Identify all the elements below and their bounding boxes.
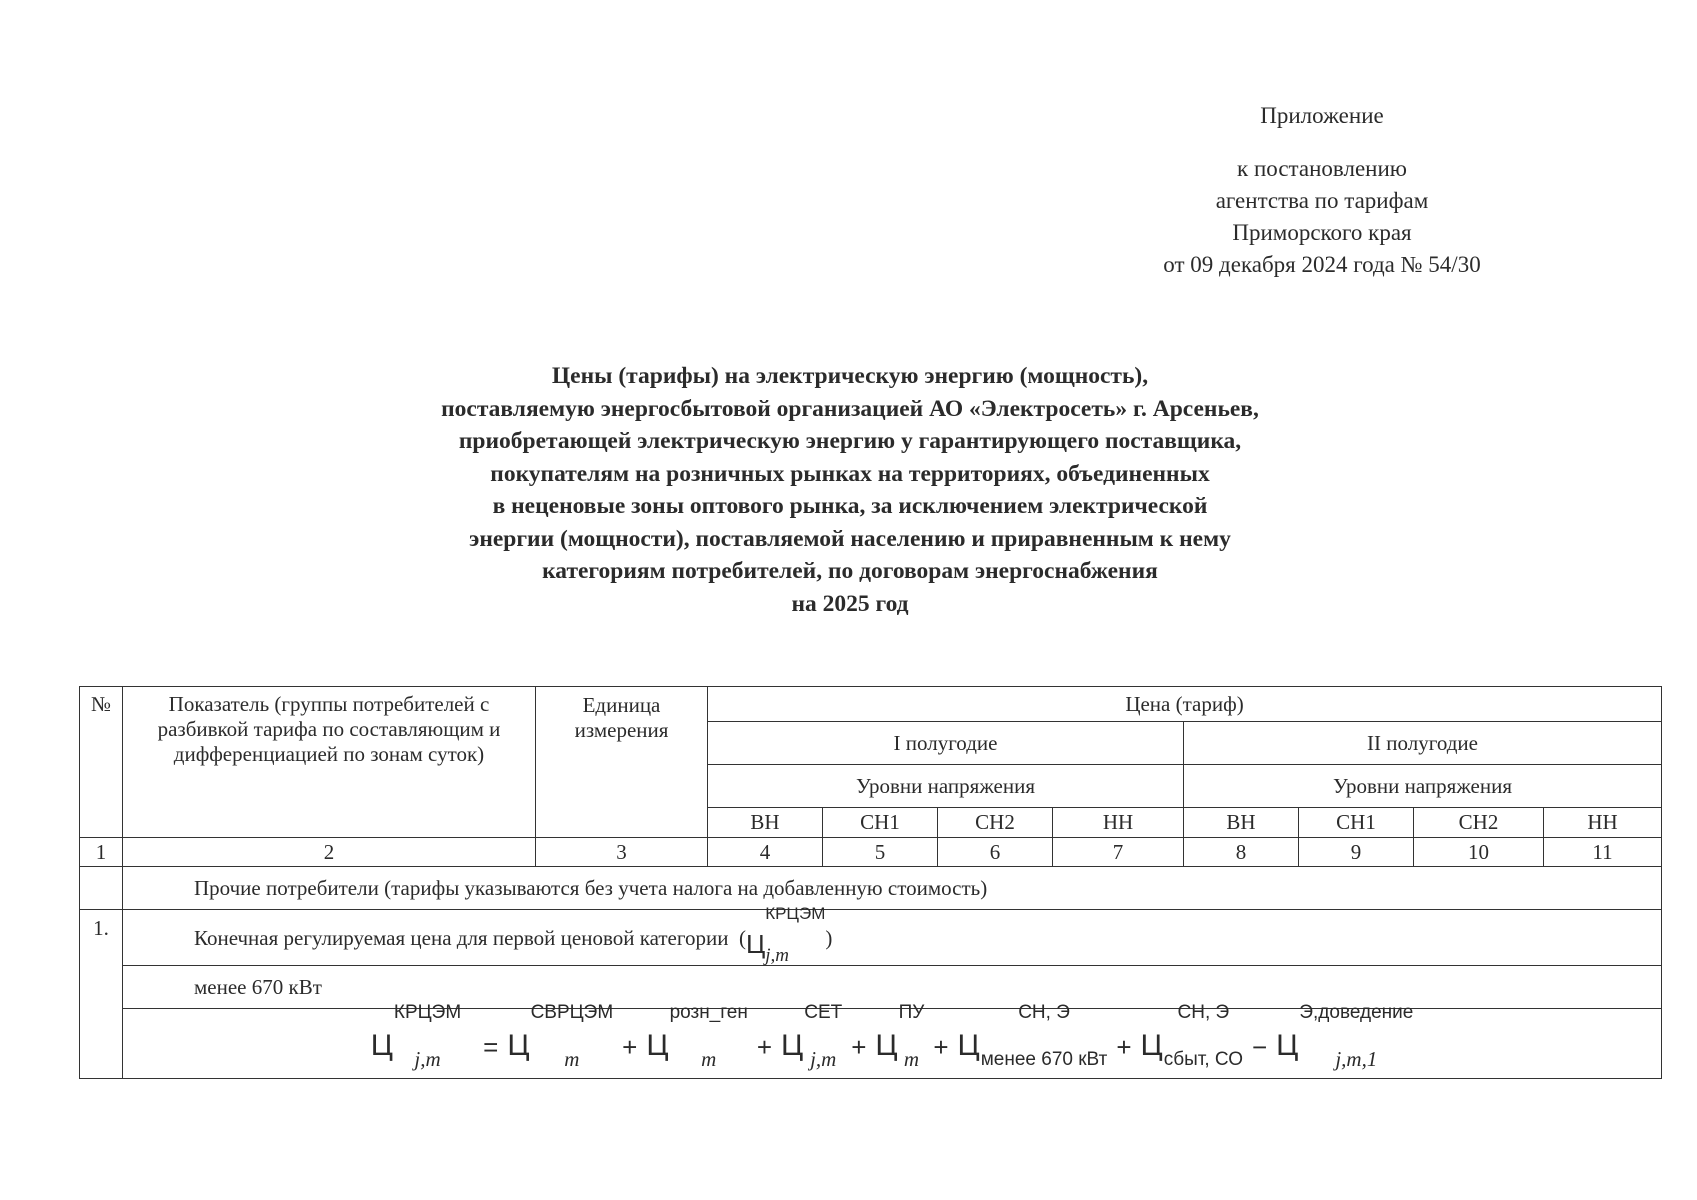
term-sub: m: [564, 1046, 580, 1071]
term-sup: СН, Э: [1177, 1001, 1230, 1023]
term-sub: j,m: [414, 1046, 441, 1071]
column-index: 9: [1299, 838, 1414, 867]
header-number: №: [80, 687, 123, 838]
symbol-base: Ц: [745, 928, 766, 959]
column-index: 8: [1184, 838, 1299, 867]
formula-term: [507, 1001, 614, 1071]
column-index: 3: [536, 838, 708, 867]
term-sup: ПУ: [898, 1001, 925, 1023]
header-half-2: II полугодие: [1184, 722, 1662, 765]
row-number: 1.: [80, 910, 123, 1079]
appendix-block: [1082, 100, 1562, 281]
header-level-sn2: СН2: [938, 808, 1053, 838]
column-index: 11: [1544, 838, 1662, 867]
term-base: Ц: [646, 1028, 669, 1062]
formula-plus: +: [933, 1031, 949, 1062]
term-base: Ц: [875, 1028, 898, 1062]
term-sub: j,m,1: [1335, 1046, 1378, 1071]
header-half-1: I полугодие: [708, 722, 1184, 765]
formula-term: [1140, 1001, 1243, 1070]
column-index: 10: [1414, 838, 1544, 867]
column-index: 7: [1053, 838, 1184, 867]
appendix-title: Приложение: [1260, 103, 1384, 128]
appendix-line: Приморского края: [1232, 220, 1412, 245]
formula-term: [957, 1001, 1108, 1070]
title-line: покупателям на розничных рынках на территориях, объединенных: [490, 460, 1210, 487]
appendix-line: агентства по тарифам: [1215, 188, 1429, 213]
symbol-sup: КРЦЭМ: [765, 903, 826, 923]
price-symbol: [745, 903, 826, 966]
column-index: 5: [823, 838, 938, 867]
header-level-sn2: СН2: [1414, 808, 1544, 838]
formula-term: [875, 1001, 925, 1071]
formula-cell: [123, 1001, 1662, 1079]
column-index: 2: [123, 838, 536, 867]
formula-plus: +: [1116, 1031, 1132, 1062]
header-level-vn: ВН: [1184, 808, 1299, 838]
formula-minus: −: [1251, 1031, 1268, 1062]
header-indicator: Показатель (группы потребителей с разбивкой тарифа по составляющим и дифференциацией по зонам суток): [123, 687, 536, 838]
title-line: Цены (тарифы) на электрическую энергию (мощность),: [551, 363, 1149, 389]
title-line: энергии (мощности), поставляемой населению и приравненным к нему: [469, 525, 1231, 552]
term-base: Ц: [781, 1028, 804, 1062]
title-line: в неценовые зоны оптового рынка, за исключением электрической: [492, 493, 1208, 519]
title-line: категориям потребителей, по договорам энергоснабжения: [542, 558, 1158, 584]
term-sup: розн_ген: [669, 1001, 748, 1023]
row-final-price-first-category: [123, 903, 1662, 966]
row-label: Конечная регулируемая цена для первой ценовой категории: [194, 925, 729, 950]
symbol-sub: j,m: [765, 944, 789, 966]
term-base: Ц: [507, 1028, 530, 1062]
column-index: 6: [938, 838, 1053, 867]
term-sub: m: [701, 1046, 717, 1071]
formula-equals: =: [483, 1031, 499, 1062]
term-sup: СВРЦЭМ: [530, 1001, 614, 1023]
header-unit: Единица измерения: [536, 687, 708, 838]
term-base: Ц: [957, 1028, 980, 1062]
price-formula: [123, 1001, 1661, 1071]
appendix-line: к постановлению: [1237, 156, 1407, 181]
paren-close: ): [825, 925, 833, 950]
formula-plus: +: [851, 1031, 867, 1062]
header-voltage-levels: Уровни напряжения: [708, 765, 1184, 808]
section-title: Прочие потребители (тарифы указываются без учета налога на добавленную стоимость): [123, 867, 1662, 910]
term-sub: j,m: [810, 1046, 837, 1071]
header-price: Цена (тариф): [708, 687, 1662, 722]
formula-term: [646, 1001, 748, 1071]
header-level-vn: ВН: [708, 808, 823, 838]
column-index: 4: [708, 838, 823, 867]
formula-term: [1276, 1001, 1414, 1071]
header-level-sn1: СН1: [1299, 808, 1414, 838]
formula-plus: +: [622, 1031, 638, 1062]
term-sub: m: [903, 1046, 920, 1071]
formula-term: [370, 1001, 462, 1071]
header-level-nn: НН: [1053, 808, 1184, 838]
header-level-nn: НН: [1544, 808, 1662, 838]
term-base: Ц: [1276, 1028, 1299, 1062]
row-capacity-group: менее 670 кВт: [123, 966, 1662, 1009]
document-title: [240, 360, 1460, 620]
title-line: на 2025 год: [791, 590, 909, 617]
title-line: приобретающей электрическую энергию у гарантирующего поставщика,: [458, 428, 1242, 454]
term-sup: СН, Э: [1018, 1001, 1070, 1023]
paren-open: (: [738, 925, 746, 950]
tariff-table: [79, 686, 1662, 1079]
section-number-cell: [80, 867, 123, 910]
term-sup: Э,доведение: [1299, 1001, 1414, 1023]
column-index: 1: [80, 838, 123, 867]
term-sup: КРЦЭМ: [393, 1001, 462, 1023]
appendix-line: от 09 декабря 2024 года № 54/30: [1163, 252, 1481, 277]
header-voltage-levels: Уровни напряжения: [1184, 765, 1662, 808]
term-sup: СЕТ: [804, 1001, 843, 1023]
term-sub: менее 670 кВт: [980, 1048, 1108, 1070]
term-sub: сбыт, СО: [1163, 1048, 1243, 1070]
formula-plus: +: [756, 1031, 773, 1062]
formula-term: [781, 1001, 843, 1071]
term-base: Ц: [1140, 1028, 1163, 1062]
term-base: Ц: [370, 1028, 393, 1062]
title-line: поставляемую энергосбытовой организацией АО «Электросеть» г. Арсеньев,: [441, 395, 1259, 422]
header-level-sn1: СН1: [823, 808, 938, 838]
